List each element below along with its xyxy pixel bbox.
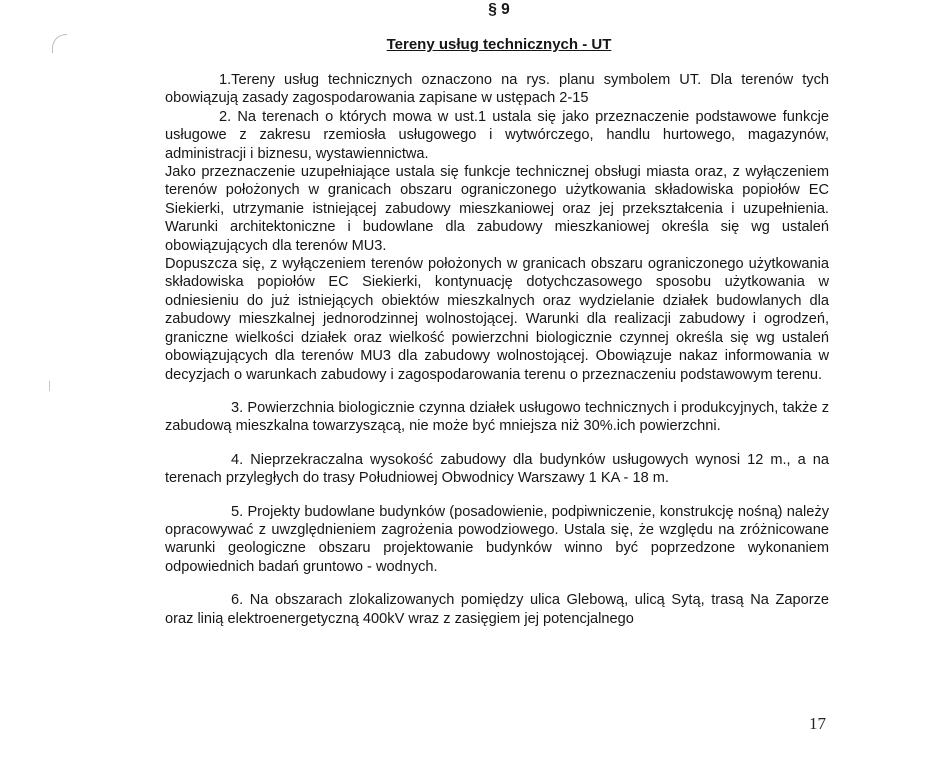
paragraph-5: 5. Projekty budowlane budynków (posadowienie, podpiwniczenie, konstrukcję nośną) należy opracowywać z uwzględnieniem zagrożenia powodziowego. Ustala się, że względu na zróżnicowane warunki geologiczne obszaru projektowanie budynków winno być poprzedzone wykonaniem odpowiednich badań gruntowo - wodnych.: [165, 503, 829, 575]
section-number: § 9: [488, 1, 510, 18]
paragraph-2-supplementary: Jako przeznaczenie uzupełniające ustala się funkcje technicznej obsługi miasta oraz, z wyłączeniem terenów położonych w granicach obszaru ograniczonego użytkowania składowiska popiołów EC Siekierki, utrzymanie istniejącej zabudowy mieszkaniowej oraz jej przekształcenia i uzupełnienia. Warunki architektoniczne i budowlane dla zabudowy mieszkaniowej określa się wg ustaleń obowiązujących dla terenów MU3.: [165, 164, 829, 254]
document-body: [165, 71, 829, 628]
paragraph-2: 2. Na terenach o których mowa w ust.1 ustala się jako przeznaczenie podstawowe funkcje usługowe z zakresu rzemiosła usługowego i wytwórczego, handlu hurtowego, magazynów, administracji i biznesu, wystawiennictwa.: [165, 108, 829, 162]
paragraph-4: 4. Nieprzekraczalna wysokość zabudowy dla budynków usługowych wynosi 12 m., a na terenach przyległych do trasy Południowej Obwodnicy Warszawy 1 KA - 18 m.: [165, 451, 829, 487]
paragraph-3: 3. Powierzchnia biologicznie czynna działek usługowo technicznych i produkcyjnych, także z zabudową mieszkalna towarzyszącą, nie może być mniejsza niż 30%.ich powierzchni.: [165, 399, 829, 435]
paragraph-1: 1.Tereny usług technicznych oznaczono na rys. planu symbolem UT. Dla terenów tych obowiązują zasady zagospodarowania zapisane w ustępach 2-15: [165, 72, 829, 107]
section-title: Tereny usług technicznych - UT: [386, 36, 612, 53]
page-number: 17: [809, 714, 826, 733]
binding-tick: [49, 381, 50, 391]
paragraph-6: 6. Na obszarach zlokalizowanych pomiędzy ulica Glebową, ulicą Sytą, trasą Na Zaporze oraz linią elektroenergetyczną 400kV wraz z zasięgiem jej potencjalnego: [165, 592, 829, 627]
paragraph-2-permitted: Dopuszcza się, z wyłączeniem terenów położonych w granicach obszaru ograniczonego użytkowania składowiska popiołów EC Siekierki, kontynuację dotychczasowego sposobu użytkowania w odniesieniu do już istniejących obiektów mieszkalnych oraz wydzielanie działek budowlanych dla zabudowy mieszkalnej jednorodzinnej wolnostojącej. Warunki dla realizacji zabudowy i ogrodzeń, graniczne wielkości działek oraz wielkość powierzchni biologicznie czynnej określa się wg ustaleń obowiązujących dla terenów MU3 dla zabudowy wolnostojącej. Obowiązuje nakaz informowania w decyzjach o warunkach zabudowy i zagospodarowania terenu o przeznaczeniu podstawowym terenu.: [165, 256, 829, 383]
